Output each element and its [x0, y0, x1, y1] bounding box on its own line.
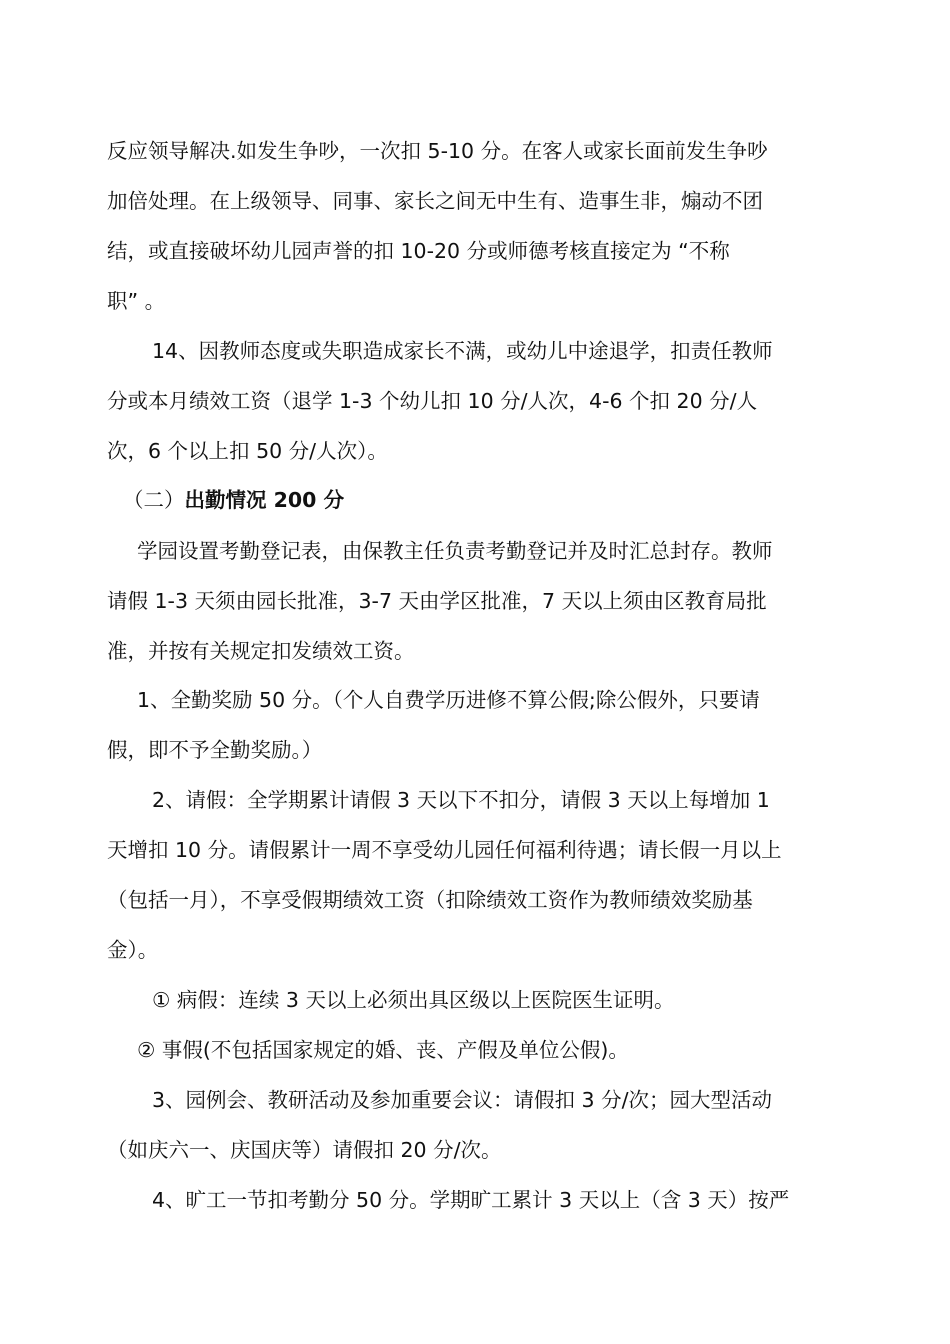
- paragraph-line: 次，6 个以上扣 50 分/人次）。: [107, 439, 388, 463]
- paragraph-line: 假，即不予全勤奖励。）: [107, 738, 323, 762]
- paragraph-line: 准，并按有关规定扣发绩效工资。: [107, 639, 415, 663]
- section-heading-prefix: （二）: [123, 488, 185, 512]
- paragraph-line: （如庆六一、庆国庆等）请假扣 20 分/次。: [107, 1138, 502, 1162]
- paragraph-line: 加倍处理。在上级领导、同事、家长之间无中生有、造事生非，煽动不团: [107, 189, 763, 213]
- paragraph-line: 职” 。: [107, 289, 166, 313]
- paragraph-line: 分或本月绩效工资（退学 1-3 个幼儿扣 10 分/人次，4-6 个扣 20 分/人: [107, 389, 758, 413]
- item-1-line: 1、全勤奖励 50 分。（个人自费学历进修不算公假;除公假外，只要请: [137, 688, 760, 712]
- item-4-line: 4、旷工一节扣考勤分 50 分。学期旷工累计 3 天以上（含 3 天）按严: [152, 1188, 790, 1212]
- section-heading-title: 出勤情况 200 分: [184, 488, 345, 512]
- item-2-line: 2、请假：全学期累计请假 3 天以下不扣分，请假 3 天以上每增加 1: [152, 788, 770, 812]
- item-14-line: 14、因教师态度或失职造成家长不满，或幼儿中途退学，扣责任教师: [152, 339, 773, 363]
- personal-leave-line: ② 事假(不包括国家规定的婚、丧、产假及单位公假)。: [137, 1038, 629, 1062]
- paragraph-line: 结，或直接破坏幼儿园声誉的扣 10-20 分或师德考核直接定为 “不称: [107, 239, 730, 263]
- item-3-line: 3、园例会、教研活动及参加重要会议：请假扣 3 分/次；园大型活动: [152, 1088, 773, 1112]
- paragraph-line: 反应领导解决.如发生争吵，一次扣 5-10 分。在客人或家长面前发生争吵: [107, 139, 768, 163]
- paragraph-line: （包括一月），不享受假期绩效工资（扣除绩效工资作为教师绩效奖励基: [107, 888, 753, 912]
- paragraph-line: 天增扣 10 分。请假累计一周不享受幼儿园任何福利待遇；请长假一月以上: [107, 838, 782, 862]
- sick-leave-line: ① 病假：连续 3 天以上必须出具区级以上医院医生证明。: [152, 988, 675, 1012]
- paragraph-line: 学园设置考勤登记表，由保教主任负责考勤登记并及时汇总封存。教师: [137, 539, 773, 563]
- paragraph-line: 金）。: [107, 938, 159, 962]
- section-heading: [123, 486, 863, 514]
- paragraph-line: 请假 1-3 天须由园长批准，3-7 天由学区批准，7 天以上须由区教育局批: [107, 589, 767, 613]
